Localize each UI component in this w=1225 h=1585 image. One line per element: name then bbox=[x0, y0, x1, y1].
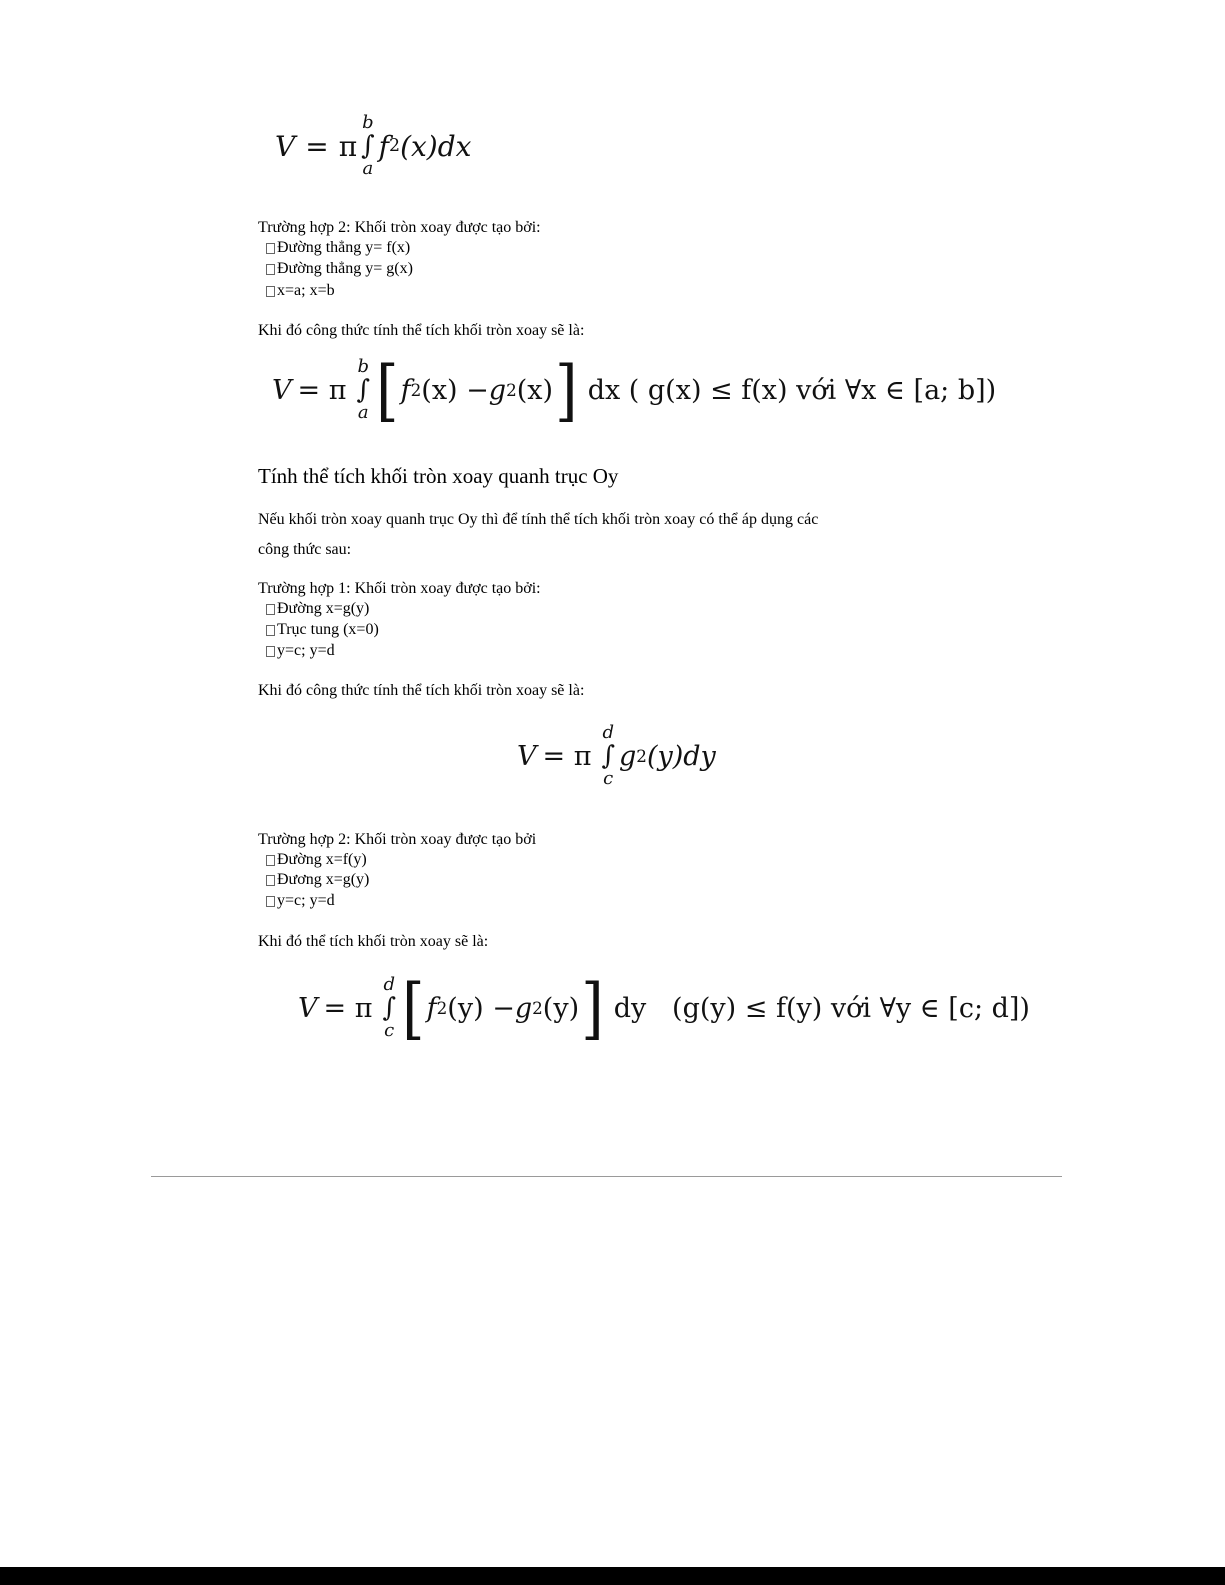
formula-intro: Khi đó công thức tính thể tích khối tròn xoay sẽ là: bbox=[258, 322, 585, 339]
formula-equals: = bbox=[305, 129, 329, 163]
formula-volume-x-case1: V = π b ∫ a f 2 (x)dx bbox=[275, 112, 472, 179]
list-item: Đường x=f(y) bbox=[266, 850, 367, 870]
bullet-box-icon bbox=[266, 875, 275, 886]
list-item: Đường thẳng y= f(x) bbox=[266, 238, 410, 258]
list-item: y=c; y=d bbox=[266, 891, 335, 911]
formula-pi: π bbox=[338, 129, 358, 163]
bullet-box-icon bbox=[266, 286, 275, 297]
right-bracket: ] bbox=[555, 350, 578, 430]
bullet-box-icon bbox=[266, 625, 275, 636]
bullet-box-icon bbox=[266, 896, 275, 907]
formula-lhs: V bbox=[517, 740, 537, 772]
formula-equals-pi: = π bbox=[542, 740, 592, 772]
bullet-box-icon bbox=[266, 646, 275, 657]
upper-limit: d bbox=[602, 722, 614, 743]
list-item: y=c; y=d bbox=[266, 641, 335, 661]
left-bracket: [ bbox=[402, 968, 425, 1048]
formula-equals-pi: = π bbox=[323, 992, 373, 1024]
bullet-box-icon bbox=[266, 243, 275, 254]
list-item: Đương x=g(y) bbox=[266, 870, 369, 890]
bullet-box-icon bbox=[266, 855, 275, 866]
upper-limit: b bbox=[357, 356, 369, 377]
integrand-function: f bbox=[378, 129, 390, 163]
integral-sign: b ∫ a bbox=[361, 112, 375, 179]
lower-limit: c bbox=[384, 1020, 395, 1041]
case1-y-title: Trường hợp 1: Khối tròn xoay được tạo bởi: bbox=[258, 580, 541, 597]
left-bracket: [ bbox=[376, 350, 399, 430]
lower-limit: c bbox=[603, 768, 614, 789]
formula-volume-x-case2: V = π b ∫ a [ f 2 (x) − g 2 (x) ] dx ( g(x) ≤ f(x) với ∀x ∈ [a; b]) bbox=[272, 350, 997, 430]
list-item: Đường thẳng y= g(x) bbox=[266, 259, 413, 279]
formula-volume-y-case1: V = π d ∫ c g 2 (y)dy bbox=[517, 722, 716, 789]
bullet-box-icon bbox=[266, 604, 275, 615]
bullet-box-icon bbox=[266, 264, 275, 275]
bottom-bar bbox=[0, 1567, 1225, 1585]
oy-intro-line2: công thức sau: bbox=[258, 541, 352, 558]
formula-lhs: V bbox=[275, 129, 296, 163]
formula-equals-pi: = π bbox=[297, 374, 347, 406]
section-heading-oy: Tính thể tích khối tròn xoay quanh trục Oy bbox=[258, 464, 619, 488]
integrand-rest: (x)dx bbox=[400, 129, 472, 163]
right-bracket: ] bbox=[581, 968, 604, 1048]
integral-sign: b ∫ a bbox=[356, 356, 370, 423]
case2-y-title: Trường hợp 2: Khối tròn xoay được tạo bởi bbox=[258, 831, 537, 848]
formula-lhs: V bbox=[272, 374, 292, 406]
formula-lhs: V bbox=[298, 992, 318, 1024]
upper-limit: b bbox=[362, 112, 374, 133]
oy-intro-line1: Nếu khối tròn xoay quanh trục Oy thì để tính thể tích khối tròn xoay có thể áp dụng các bbox=[258, 511, 819, 528]
list-item: Đường x=g(y) bbox=[266, 599, 369, 619]
formula-condition: dy (g(y) ≤ f(y) với ∀y ∈ [c; d]) bbox=[613, 992, 1030, 1024]
page-divider bbox=[151, 1176, 1062, 1177]
lower-limit: a bbox=[362, 158, 374, 179]
formula-intro: Khi đó thể tích khối tròn xoay sẽ là: bbox=[258, 933, 489, 950]
formula-condition: dx ( g(x) ≤ f(x) với ∀x ∈ [a; b]) bbox=[587, 374, 997, 406]
formula-intro: Khi đó công thức tính thể tích khối tròn xoay sẽ là: bbox=[258, 682, 585, 699]
lower-limit: a bbox=[357, 402, 369, 423]
upper-limit: d bbox=[383, 974, 395, 995]
integral-sign: d ∫ c bbox=[601, 722, 615, 789]
list-item: Trục tung (x=0) bbox=[266, 620, 379, 640]
case2-x-title: Trường hợp 2: Khối tròn xoay được tạo bởi: bbox=[258, 219, 541, 236]
integral-sign: d ∫ c bbox=[382, 974, 396, 1041]
list-item: x=a; x=b bbox=[266, 281, 335, 301]
formula-volume-y-case2: V = π d ∫ c [ f 2 (y) − g 2 (y) ] dy (g(y) ≤ f(y) với ∀y ∈ [c; d]) bbox=[298, 968, 1030, 1048]
